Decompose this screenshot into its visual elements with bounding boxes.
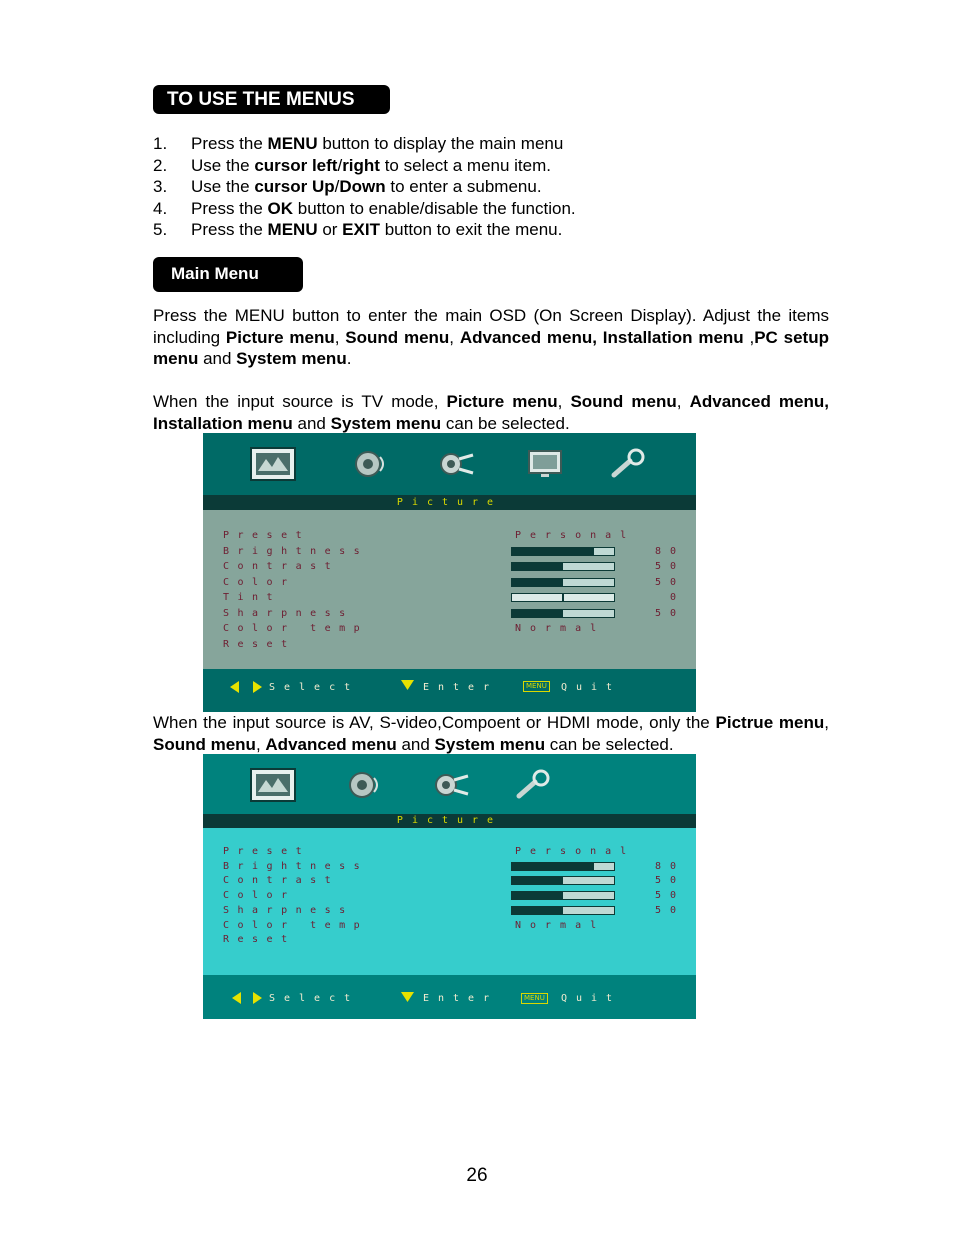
step-number: 2. xyxy=(153,155,168,175)
enter-label: Enter xyxy=(423,993,499,1004)
osd-item-sharpness[interactable]: Sharpness xyxy=(223,607,354,619)
step-text: Press the MENU button to display the main menu xyxy=(191,134,564,153)
av-mode-paragraph: When the input source is AV, S-video,Compoent or HDMI mode, only the Pictrue menu, Sound menu, Advanced menu and System menu can be selected. xyxy=(153,713,829,754)
advanced-settings-icon xyxy=(428,768,474,802)
tv-mode-paragraph: When the input source is TV mode, Picture menu, Sound menu, Advanced menu, Installation menu and System menu can be selected. xyxy=(153,392,829,433)
osd-item-color-temp[interactable]: Color temp xyxy=(223,623,369,634)
level-value: 50 xyxy=(655,607,686,619)
osd-icon-row xyxy=(203,754,696,816)
level-bar-fill xyxy=(512,563,563,570)
down-arrow-icon xyxy=(401,680,414,691)
osd-item-reset[interactable]: Reset xyxy=(223,934,296,946)
osd-item-tint[interactable]: Tint xyxy=(223,592,282,603)
level-bar-fill xyxy=(512,907,563,914)
osd-menu-title: Picture xyxy=(203,495,696,510)
system-wrench-icon xyxy=(608,447,654,481)
level-bar-fill xyxy=(562,594,564,601)
left-right-arrows-icon xyxy=(230,681,262,693)
level-bar-fill xyxy=(512,892,563,899)
level-value: 50 xyxy=(655,576,686,588)
osd-item-brightness[interactable]: Brightness xyxy=(223,545,369,557)
step-text: Press the OK button to enable/disable the function. xyxy=(191,198,576,218)
level-bar-fill xyxy=(512,548,594,555)
osd-item-contrast[interactable]: Contrast xyxy=(223,561,340,572)
level-bar-brightness[interactable] xyxy=(511,547,615,556)
level-bar-tint[interactable] xyxy=(511,593,615,602)
osd-menu-panel xyxy=(203,828,696,975)
color-temp-value: Normal xyxy=(515,623,606,634)
level-value: 50 xyxy=(655,561,686,572)
system-wrench-icon xyxy=(513,768,559,802)
osd-item-color-temp[interactable]: Color temp xyxy=(223,919,369,931)
menu-key-icon: MENU xyxy=(523,681,550,692)
level-value: 50 xyxy=(655,875,686,887)
color-temp-value: Normal xyxy=(515,919,606,931)
level-bar-contrast[interactable] xyxy=(511,876,615,885)
step-item xyxy=(153,155,576,177)
step-text: Use the cursor left/right to select a menu item. xyxy=(191,155,551,175)
step-item xyxy=(153,133,576,155)
left-right-arrows-icon xyxy=(232,992,262,1004)
quit-label: Quit xyxy=(561,682,622,693)
step-text: Use the cursor Up/Down to enter a submenu. xyxy=(191,177,542,196)
level-bar-fill xyxy=(512,579,563,586)
enter-label: Enter xyxy=(423,682,499,693)
osd-item-color[interactable]: Color xyxy=(223,576,296,588)
osd-item-sharpness[interactable]: Sharpness xyxy=(223,904,354,916)
osd-item-preset[interactable]: Preset xyxy=(223,846,311,857)
step-item xyxy=(153,176,576,198)
installation-tv-icon xyxy=(523,447,569,481)
preset-value: Personal xyxy=(515,846,636,857)
level-value: 0 xyxy=(669,592,685,603)
osd-item-preset[interactable]: Preset xyxy=(223,530,311,541)
picture-icon xyxy=(250,447,296,481)
step-text: Press the MENU or EXIT button to exit the menu. xyxy=(191,220,563,239)
osd-screenshot-tv xyxy=(203,433,696,712)
main-menu-paragraph: Press the MENU button to enter the main OSD (On Screen Display). Adjust the items including Picture menu, Sound menu, Advanced menu, Installation menu ,PC setup menu and System menu. xyxy=(153,306,829,368)
osd-item-brightness[interactable]: Brightness xyxy=(223,860,369,872)
level-bar-color[interactable] xyxy=(511,891,615,900)
level-bar-fill xyxy=(512,863,594,870)
select-label: Select xyxy=(269,993,360,1004)
level-bar-sharpness[interactable] xyxy=(511,609,615,618)
level-value: 80 xyxy=(655,860,686,872)
section-heading-main-menu: Main Menu xyxy=(153,257,303,292)
level-bar-contrast[interactable] xyxy=(511,562,615,571)
page-number: 26 xyxy=(466,1165,488,1186)
osd-menu-panel xyxy=(203,510,696,669)
step-number: 5. xyxy=(153,220,168,239)
level-value: 80 xyxy=(655,545,686,557)
select-label: Select xyxy=(269,682,360,693)
step-item xyxy=(153,219,576,241)
advanced-settings-icon xyxy=(433,447,479,481)
osd-footer xyxy=(203,978,696,1017)
down-arrow-icon xyxy=(401,992,414,1003)
quit-label: Quit xyxy=(561,993,622,1004)
steps-list xyxy=(153,133,576,241)
step-number: 3. xyxy=(153,177,168,196)
level-bar-fill xyxy=(512,877,563,884)
preset-value: Personal xyxy=(515,530,636,541)
step-number: 4. xyxy=(153,198,168,218)
osd-item-color[interactable]: Color xyxy=(223,890,296,902)
osd-item-reset[interactable]: Reset xyxy=(223,638,296,650)
sound-icon xyxy=(346,447,392,481)
osd-screenshot-av xyxy=(203,754,696,1019)
menu-key-icon: MENU xyxy=(521,993,548,1004)
section-heading-use-menus: TO USE THE MENUS xyxy=(153,85,390,114)
sound-icon xyxy=(340,768,386,802)
level-value: 50 xyxy=(655,890,686,902)
level-bar-sharpness[interactable] xyxy=(511,906,615,915)
level-bar-brightness[interactable] xyxy=(511,862,615,871)
osd-item-contrast[interactable]: Contrast xyxy=(223,875,340,887)
osd-footer xyxy=(203,671,696,710)
osd-menu-title: Picture xyxy=(203,814,696,828)
osd-icon-row xyxy=(203,433,696,495)
step-number: 1. xyxy=(153,134,168,153)
level-bar-fill xyxy=(512,610,563,617)
level-value: 50 xyxy=(655,904,686,916)
level-bar-color[interactable] xyxy=(511,578,615,587)
step-item xyxy=(153,198,576,220)
picture-icon xyxy=(250,768,296,802)
